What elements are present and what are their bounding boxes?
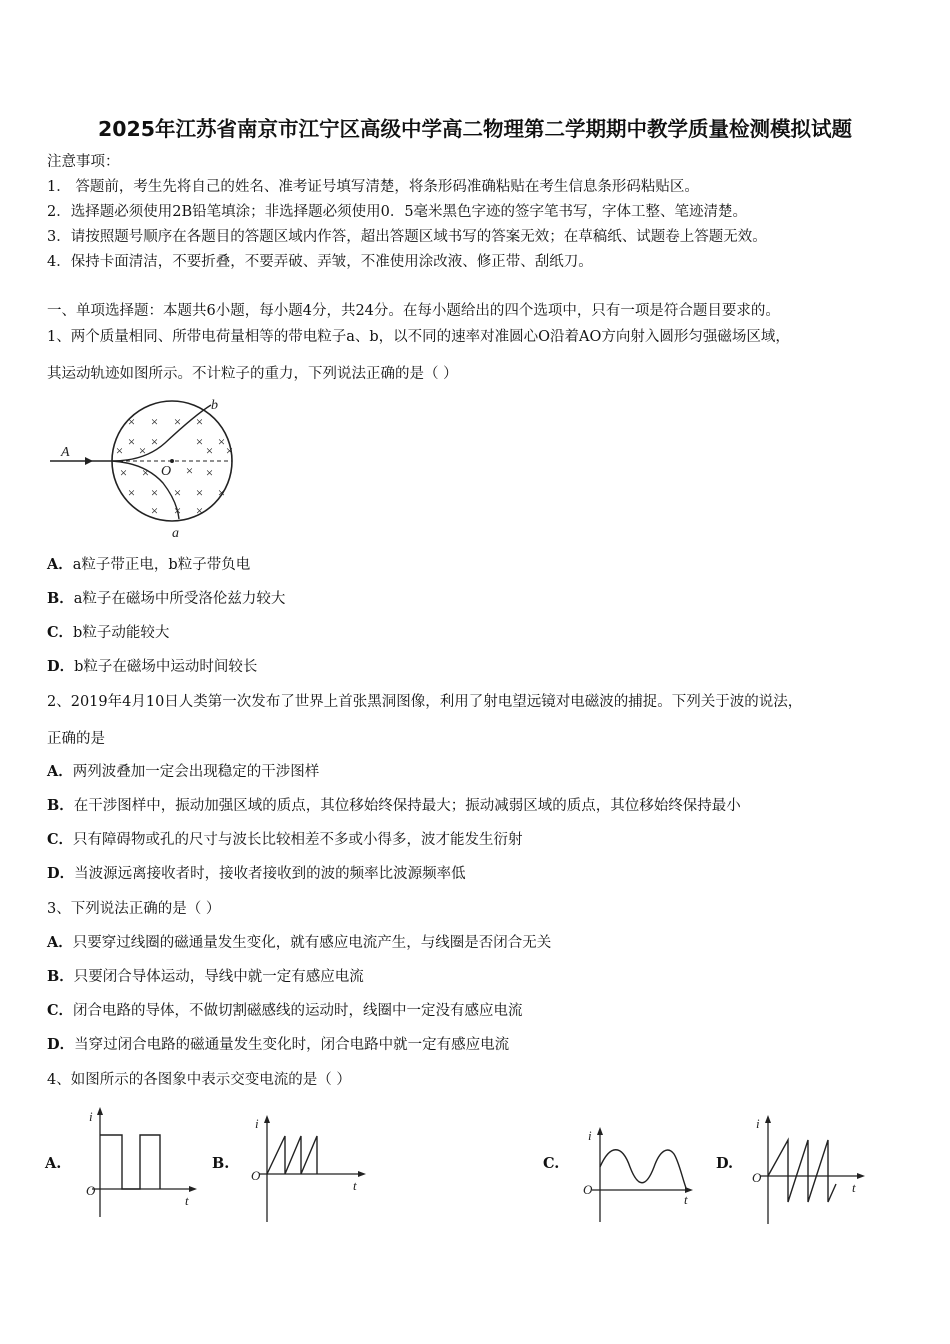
q3-option-b[interactable]: B．只要闭合导体运动，导线中就一定有感应电流 [47, 968, 364, 985]
svg-text:×: × [150, 485, 159, 500]
graph-b-label[interactable]: B. [212, 1155, 230, 1172]
svg-text:×: × [141, 465, 150, 480]
q2-option-d[interactable]: D．当波源远离接收者时，接收者接收到的波的频率比波源频率低 [47, 865, 466, 882]
section-heading: 一、单项选择题：本题共6小题，每小题4分，共24分。在每小题给出的四个选项中，只有一项是符合题目要求的。 [47, 303, 780, 319]
question-1-line-2: 其运动轨迹如图所示。不计粒子的重力，下列说法正确的是（ ） [47, 366, 458, 382]
graph-a[interactable] [82, 1105, 202, 1220]
graph-c-label[interactable]: C. [543, 1155, 560, 1172]
q1-option-c[interactable]: C．b粒子动能较大 [47, 624, 170, 641]
svg-text:i: i [756, 1116, 760, 1131]
question-3-line-1: 3、下列说法正确的是（ ） [47, 901, 221, 917]
notice-heading: 注意事项： [47, 154, 120, 170]
svg-text:i: i [588, 1128, 592, 1143]
notice-item: 2．选择题必须使用2B铅笔填涂；非选择题必须使用0．5毫米黑色字迹的签字笔书写，字体工整、笔迹清楚。 [47, 204, 748, 220]
svg-text:O: O [583, 1182, 593, 1197]
svg-text:×: × [195, 485, 204, 500]
svg-text:O: O [86, 1183, 96, 1198]
svg-text:×: × [217, 434, 226, 449]
graph-d[interactable] [748, 1112, 873, 1227]
graph-d-label[interactable]: D. [716, 1155, 734, 1172]
svg-text:i: i [89, 1109, 93, 1124]
svg-text:t: t [852, 1180, 856, 1195]
q1-option-b[interactable]: B．a粒子在磁场中所受洛伦兹力较大 [47, 590, 286, 607]
graph-c[interactable] [580, 1122, 700, 1227]
q3-option-d[interactable]: D．当穿过闭合电路的磁通量发生变化时，闭合电路中就一定有感应电流 [47, 1036, 510, 1053]
svg-text:×: × [205, 465, 214, 480]
svg-text:×: × [150, 434, 159, 449]
q3-option-c[interactable]: C．闭合电路的导体，不做切割磁感线的运动时，线圈中一定没有感应电流 [47, 1002, 523, 1019]
q2-option-b[interactable]: B．在干涉图样中，振动加强区域的质点，其位移始终保持最大；振动减弱区域的质点，其位移始终保持最小 [47, 797, 741, 814]
svg-text:×: × [150, 414, 159, 429]
svg-text:×: × [205, 443, 214, 458]
svg-text:×: × [195, 414, 204, 429]
page-title: 2025年江苏省南京市江宁区高级中学高二物理第二学期期中教学质量检测模拟试题 [97, 117, 853, 141]
notice-item: 3．请按照题号顺序在各题目的答题区域内作答，超出答题区域书写的答案无效；在草稿纸、试题卷上答题无效。 [47, 229, 767, 245]
svg-text:×: × [173, 503, 182, 518]
question-1-line-1: 1、两个质量相同、所带电荷量相等的带电粒子a、b，以不同的速率对准圆心O沿着AO方向射入圆形匀强磁场区域， [47, 329, 790, 345]
svg-text:O: O [752, 1170, 762, 1185]
label-A: A [61, 445, 70, 460]
svg-text:×: × [173, 414, 182, 429]
label-a: a [172, 526, 179, 541]
svg-text:×: × [173, 485, 182, 500]
q2-option-c[interactable]: C．只有障碍物或孔的尺寸与波长比较相差不多或小得多，波才能发生衍射 [47, 831, 523, 848]
svg-text:t: t [353, 1178, 357, 1193]
svg-text:×: × [115, 443, 124, 458]
magnetic-field-figure [45, 393, 245, 543]
svg-text:×: × [225, 443, 234, 458]
question-2-line-2: 正确的是 [47, 731, 105, 747]
svg-text:×: × [217, 485, 226, 500]
svg-text:×: × [127, 414, 136, 429]
svg-text:t: t [684, 1192, 688, 1207]
graph-a-label[interactable]: A. [45, 1155, 62, 1172]
svg-text:×: × [119, 465, 128, 480]
label-b: b [211, 398, 218, 413]
svg-text:O: O [251, 1168, 261, 1183]
notice-item: 1． 答题前，考生先将自己的姓名、准考证号填写清楚，将条形码准确粘贴在考生信息条形码粘贴区。 [47, 179, 699, 195]
svg-text:i: i [255, 1116, 259, 1131]
notice-item: 4．保持卡面清洁，不要折叠，不要弄破、弄皱，不准使用涂改液、修正带、刮纸刀。 [47, 254, 593, 270]
svg-text:t: t [185, 1193, 189, 1208]
q3-option-a[interactable]: A．只要穿过线圈的磁通量发生变化，就有感应电流产生，与线圈是否闭合无关 [47, 934, 552, 951]
q1-option-d[interactable]: D．b粒子在磁场中运动时间较长 [47, 658, 258, 675]
q2-option-a[interactable]: A．两列波叠加一定会出现稳定的干涉图样 [47, 763, 320, 780]
label-O: O [161, 464, 172, 479]
svg-text:×: × [127, 434, 136, 449]
svg-text:×: × [150, 503, 159, 518]
svg-text:×: × [127, 485, 136, 500]
svg-text:×: × [185, 463, 194, 478]
q1-option-a[interactable]: A．a粒子带正电，b粒子带负电 [47, 556, 251, 573]
graph-b[interactable] [245, 1110, 370, 1225]
question-2-line-1: 2、2019年4月10日人类第一次发布了世界上首张黑洞图像，利用了射电望远镜对电磁波的捕捉。下列关于波的说法， [47, 694, 803, 710]
svg-text:×: × [195, 503, 204, 518]
svg-text:×: × [195, 434, 204, 449]
question-4-line-1: 4、如图所示的各图象中表示交变电流的是（ ） [47, 1072, 351, 1088]
svg-text:×: × [138, 443, 147, 458]
